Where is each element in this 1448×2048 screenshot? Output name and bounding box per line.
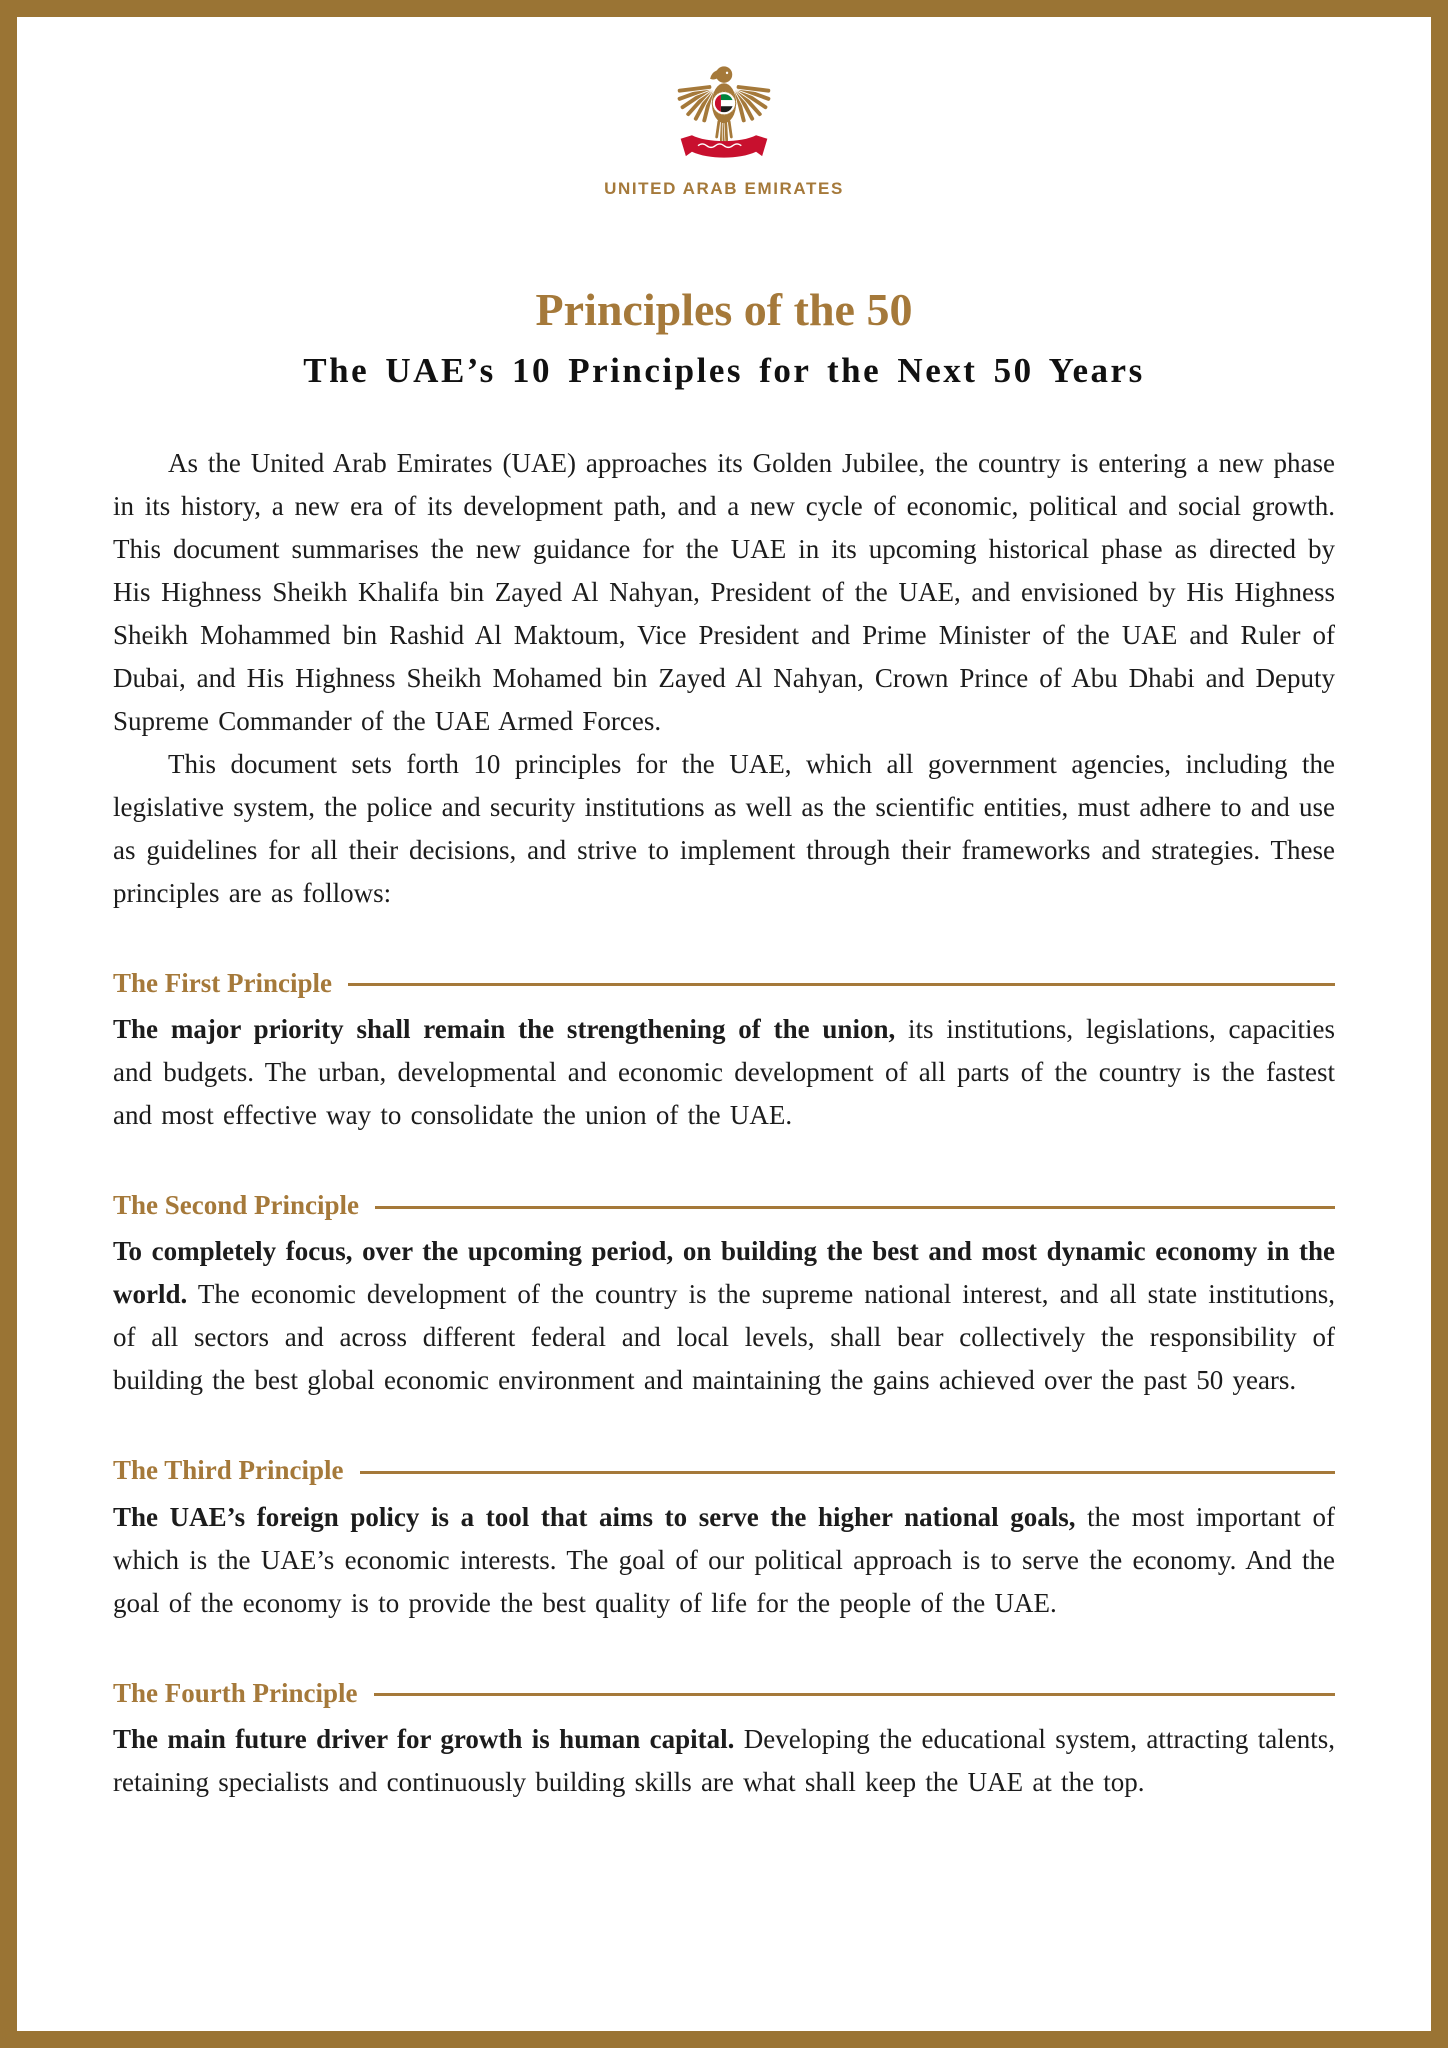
uae-emblem-icon	[672, 51, 776, 171]
intro-paragraph-1: As the United Arab Emirates (UAE) approaches its Golden Jubilee, the country is entering a new phase in its history, a new era of its development path, and a new cycle of economic, political and social growth. This document summarises the new guidance for the UAE in its upcoming historical phase as directed by His Highness Sheikh Khalifa bin Zayed Al Nahyan, President of the UAE, and envisioned by His Highness Sheikh Mohammed bin Rashid Al Maktoum, Vice President and Prime Minister of the UAE and Ruler of Dubai, and His Highness Sheikh Mohamed bin Zayed Al Nahyan, Crown Prince of Abu Dhabi and Deputy Supreme Commander of the UAE Armed Forces.	[113, 447, 1335, 736]
principle-1-lead: The major priority shall remain the strengthening of the union,	[113, 1013, 896, 1044]
principle-section-1	[113, 967, 1335, 1137]
principle-1-heading: The First Principle	[113, 967, 332, 998]
principle-4-paragraph	[113, 1718, 1335, 1804]
principle-4-heading: The Fourth Principle	[113, 1677, 358, 1708]
principle-3-paragraph	[113, 1496, 1335, 1625]
principle-section-2	[113, 1189, 1335, 1402]
principle-2-heading: The Second Principle	[113, 1189, 360, 1220]
principle-2-body: The economic development of the country is the supreme national interest, and all state institutions, of all sectors and across different federal and local levels, shall bear collectively the responsibility of building the best global economic environment and maintaining the gains achieved over the past 50 years.	[113, 1279, 1335, 1396]
intro-paragraph-2: This document sets forth 10 principles for the UAE, which all government agencies, including the legislative system, the police and security institutions as well as the scientific entities, must adhere to and use as guidelines for all their decisions, and strive to implement through their frameworks and strategies. These principles are as follows:	[113, 748, 1335, 908]
heading-rule-divider	[374, 1693, 1336, 1696]
heading-rule-divider	[360, 1471, 1335, 1474]
heading-rule-divider	[348, 983, 1335, 986]
principle-3-body: the most important of which is the UAE’s economic interests. The goal of our political approach is to serve the economy. And the goal of the economy is to provide the best quality of life for the people of the UAE.	[113, 1501, 1336, 1618]
heading-rule-divider	[375, 1206, 1335, 1209]
principle-section-3	[113, 1454, 1335, 1624]
page-subtitle: The UAE’s 10 Principles for the Next 50 Years	[303, 350, 1145, 390]
principle-section-4	[113, 1677, 1335, 1804]
principle-1-paragraph	[113, 1008, 1335, 1137]
principle-1-body: its institutions, legislations, capacities and budgets. The urban, developmental and economic development of all parts of the country is the fastest and most effective way to consolidate the union of the UAE.	[113, 1013, 1335, 1130]
principle-4-body: Developing the educational system, attracting talents, retaining specialists and continuously building skills are what shall keep the UAE at the top.	[113, 1724, 1335, 1798]
org-name: UNITED ARAB EMIRATES	[604, 179, 844, 198]
document-header	[113, 17, 1335, 199]
principle-2-paragraph	[113, 1230, 1335, 1402]
page-title: Principles of the 50	[535, 284, 913, 335]
intro-section	[113, 442, 1335, 915]
principle-4-lead: The main future driver for growth is human capital.	[113, 1724, 735, 1755]
principle-2-lead: To completely focus, over the upcoming period, on building the best and most dynamic economy in the world.	[113, 1236, 1335, 1310]
principle-3-lead: The UAE’s foreign policy is a tool that aims to serve the higher national goals,	[113, 1501, 1076, 1532]
principle-3-heading: The Third Principle	[113, 1455, 344, 1486]
